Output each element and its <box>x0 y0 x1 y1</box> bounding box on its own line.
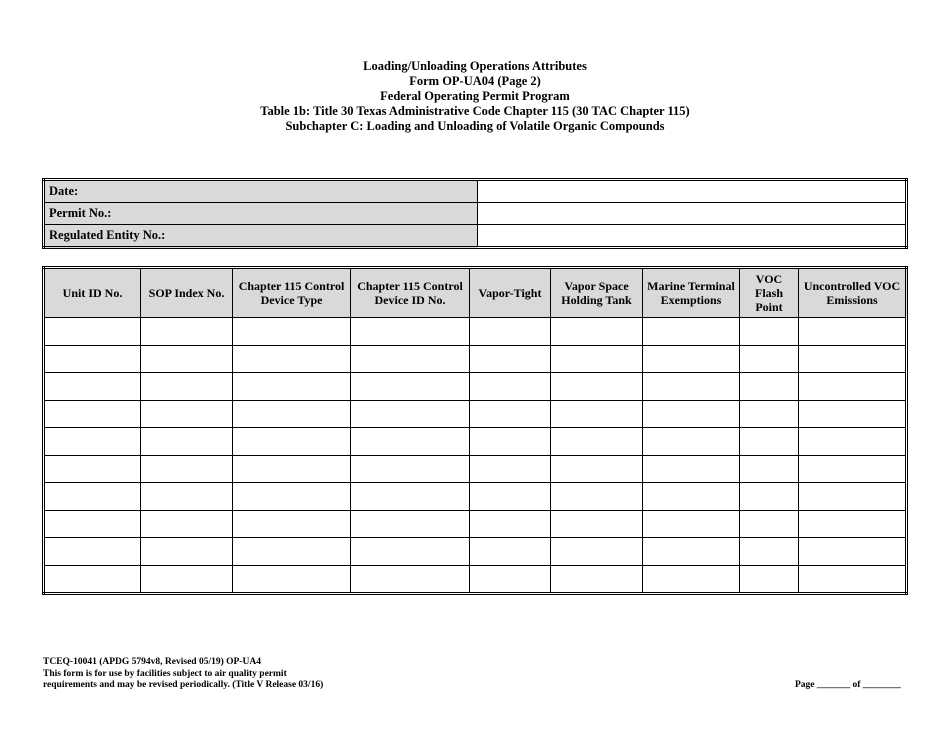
table-row <box>44 455 907 483</box>
table-cell[interactable] <box>141 510 233 538</box>
table-cell[interactable] <box>233 538 351 566</box>
col-marine-terminal: Marine Terminal Exemptions <box>643 268 740 318</box>
table-cell[interactable] <box>470 455 551 483</box>
table-cell[interactable] <box>351 510 470 538</box>
table-cell[interactable] <box>470 373 551 401</box>
table-row <box>44 483 907 511</box>
table-cell[interactable] <box>799 510 907 538</box>
table-cell[interactable] <box>233 428 351 456</box>
permit-label: Permit No.: <box>44 203 478 225</box>
table-cell[interactable] <box>233 455 351 483</box>
table-cell[interactable] <box>470 318 551 346</box>
table-cell[interactable] <box>643 565 740 594</box>
title-line-4: Table 1b: Title 30 Texas Administrative Code Chapter 115 (30 TAC Chapter 115) <box>260 104 690 118</box>
table-cell[interactable] <box>740 538 799 566</box>
table-cell[interactable] <box>44 510 141 538</box>
col-control-device-id: Chapter 115 Control Device ID No. <box>351 268 470 318</box>
table-cell[interactable] <box>551 483 643 511</box>
table-row <box>44 400 907 428</box>
table-cell[interactable] <box>470 538 551 566</box>
table-cell[interactable] <box>740 428 799 456</box>
table-cell[interactable] <box>141 565 233 594</box>
col-unit-id: Unit ID No. <box>44 268 141 318</box>
table-cell[interactable] <box>141 400 233 428</box>
date-label: Date: <box>44 180 478 203</box>
table-cell[interactable] <box>740 400 799 428</box>
table-cell[interactable] <box>551 400 643 428</box>
table-cell[interactable] <box>643 510 740 538</box>
table-row <box>44 510 907 538</box>
table-cell[interactable] <box>351 318 470 346</box>
table-row <box>44 565 907 594</box>
table-cell[interactable] <box>141 483 233 511</box>
table-cell[interactable] <box>799 345 907 373</box>
table-cell[interactable] <box>740 373 799 401</box>
entity-field[interactable] <box>478 225 907 248</box>
date-field[interactable] <box>478 180 907 203</box>
table-cell[interactable] <box>44 345 141 373</box>
table-cell[interactable] <box>141 318 233 346</box>
table-row <box>44 318 907 346</box>
table-cell[interactable] <box>233 400 351 428</box>
table-cell[interactable] <box>351 400 470 428</box>
entity-label: Regulated Entity No.: <box>44 225 478 248</box>
table-cell[interactable] <box>351 455 470 483</box>
entity-row <box>44 225 907 248</box>
table-body <box>44 318 907 594</box>
table-cell[interactable] <box>643 455 740 483</box>
table-cell[interactable] <box>470 483 551 511</box>
table-cell[interactable] <box>799 400 907 428</box>
table-cell[interactable] <box>233 510 351 538</box>
table-cell[interactable] <box>44 428 141 456</box>
table-cell[interactable] <box>740 455 799 483</box>
table-row <box>44 428 907 456</box>
table-cell[interactable] <box>799 428 907 456</box>
table-cell[interactable] <box>44 373 141 401</box>
table-cell[interactable] <box>643 428 740 456</box>
title-line-3: Federal Operating Permit Program <box>380 89 570 103</box>
table-cell[interactable] <box>141 455 233 483</box>
permit-field[interactable] <box>478 203 907 225</box>
col-voc-flash-point: VOC Flash Point <box>740 268 799 318</box>
col-uncontrolled-voc: Uncontrolled VOC Emissions <box>799 268 907 318</box>
table-cell[interactable] <box>799 565 907 594</box>
table-cell[interactable] <box>44 483 141 511</box>
footer-line-1: TCEQ-10041 (APDG 5794v8, Revised 05/19) OP-UA4 <box>43 657 261 667</box>
table-cell[interactable] <box>44 455 141 483</box>
table-cell[interactable] <box>141 345 233 373</box>
table-cell[interactable] <box>740 510 799 538</box>
table-cell[interactable] <box>233 373 351 401</box>
table-cell[interactable] <box>44 400 141 428</box>
table-cell[interactable] <box>233 565 351 594</box>
table-cell[interactable] <box>470 565 551 594</box>
title-line-2: Form OP-UA04 (Page 2) <box>409 74 541 88</box>
table-cell[interactable] <box>740 345 799 373</box>
table-cell[interactable] <box>351 538 470 566</box>
table-cell[interactable] <box>44 318 141 346</box>
table-row <box>44 538 907 566</box>
table-cell[interactable] <box>799 483 907 511</box>
title-line-5: Subchapter C: Loading and Unloading of Volatile Organic Compounds <box>285 119 665 133</box>
table-cell[interactable] <box>141 538 233 566</box>
table-cell[interactable] <box>551 510 643 538</box>
header-row <box>44 268 907 318</box>
table-cell[interactable] <box>551 318 643 346</box>
table-cell[interactable] <box>551 538 643 566</box>
table-cell[interactable] <box>44 565 141 594</box>
col-sop-index: SOP Index No. <box>141 268 233 318</box>
title-line-1: Loading/Unloading Operations Attributes <box>363 59 587 73</box>
table-cell[interactable] <box>799 538 907 566</box>
table-row <box>44 345 907 373</box>
table-cell[interactable] <box>233 483 351 511</box>
table-cell[interactable] <box>799 373 907 401</box>
table-cell[interactable] <box>643 538 740 566</box>
col-vapor-space-tank: Vapor Space Holding Tank <box>551 268 643 318</box>
table-row <box>44 373 907 401</box>
table-cell[interactable] <box>233 318 351 346</box>
form-footer <box>43 657 323 692</box>
table-cell[interactable] <box>799 455 907 483</box>
col-vapor-tight: Vapor-Tight <box>470 268 551 318</box>
table-cell[interactable] <box>470 400 551 428</box>
table-cell[interactable] <box>44 538 141 566</box>
table-cell[interactable] <box>470 428 551 456</box>
table-cell[interactable] <box>551 565 643 594</box>
table-cell[interactable] <box>643 483 740 511</box>
info-table <box>42 178 908 249</box>
table-cell[interactable] <box>643 373 740 401</box>
table-cell[interactable] <box>799 318 907 346</box>
col-control-device-type: Chapter 115 Control Device Type <box>233 268 351 318</box>
table-cell[interactable] <box>740 483 799 511</box>
footer-line-3: requirements and may be revised periodically. (Title V Release 03/16) <box>43 680 324 690</box>
footer-line-2: This form is for use by facilities subject to air quality permit <box>43 668 287 679</box>
table-cell[interactable] <box>740 318 799 346</box>
table-cell[interactable] <box>141 428 233 456</box>
table-cell[interactable] <box>643 318 740 346</box>
table-cell[interactable] <box>470 510 551 538</box>
table-cell[interactable] <box>740 565 799 594</box>
permit-row <box>44 203 907 225</box>
date-row <box>44 180 907 203</box>
table-cell[interactable] <box>141 373 233 401</box>
table-cell[interactable] <box>351 373 470 401</box>
table-cell[interactable] <box>351 345 470 373</box>
page-number: Page _______ of ________ <box>795 680 901 690</box>
table-cell[interactable] <box>351 565 470 594</box>
table-cell[interactable] <box>643 345 740 373</box>
table-cell[interactable] <box>551 345 643 373</box>
table-cell[interactable] <box>470 345 551 373</box>
form-title <box>0 59 950 134</box>
table-cell[interactable] <box>551 428 643 456</box>
attributes-table <box>42 266 908 595</box>
table-cell[interactable] <box>233 345 351 373</box>
table-cell[interactable] <box>551 455 643 483</box>
table-cell[interactable] <box>351 483 470 511</box>
table-cell[interactable] <box>351 428 470 456</box>
table-cell[interactable] <box>643 400 740 428</box>
table-cell[interactable] <box>551 373 643 401</box>
